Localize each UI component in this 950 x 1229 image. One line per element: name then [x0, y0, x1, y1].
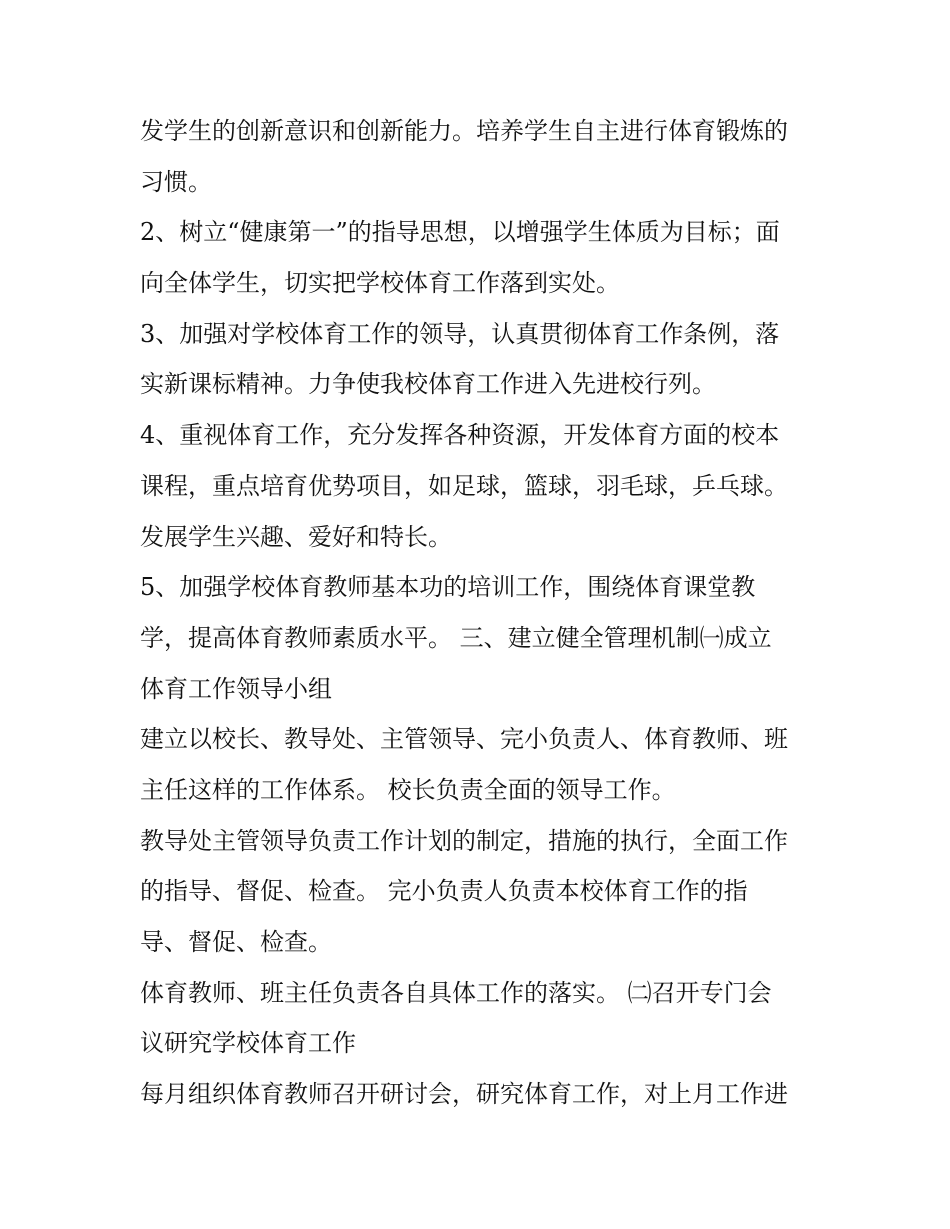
text-line: 发展学生兴趣、爱好和特长。	[140, 522, 452, 551]
text-line: 每月组织体育教师召开研讨会，研究体育工作，对上月工作进	[140, 1080, 788, 1109]
text-line: 发学生的创新意识和创新能力。培养学生自主进行体育锻炼的	[140, 117, 788, 145]
text-line: 建立以校长、教导处、主管领导、完小负责人、体育教师、班	[140, 725, 788, 754]
text-line: 4、重视体育工作，充分发挥各种资源，开发体育方面的校本	[140, 421, 780, 450]
text-line: 的指导、督促、检查。 完小负责人负责本校体育工作的指	[140, 877, 748, 906]
text-line: 5、加强学校体育教师基本功的培训工作，围绕体育课堂教	[140, 573, 756, 602]
document-body	[140, 106, 820, 1120]
section-heading-line: 体育工作领导小组	[140, 674, 332, 703]
text-line: 导、督促、检查。	[140, 928, 332, 956]
text-line: 习惯。	[140, 167, 212, 196]
text-line: 课程，重点培育优势项目，如足球，篮球，羽毛球，乒乓球。	[140, 471, 788, 500]
text-line: 实新课标精神。力争使我校体育工作进入先进校行列。	[140, 370, 716, 399]
section-heading-line: 议研究学校体育工作	[140, 1029, 356, 1058]
text-line: 主任这样的工作体系。 校长负责全面的领导工作。	[140, 775, 676, 804]
text-line: 学，提高体育教师素质水平。 三、建立健全管理机制㈠成立	[140, 623, 772, 652]
text-line: 体育教师、班主任负责各自具体工作的落实。 ㈡召开专门会	[140, 978, 772, 1007]
text-line: 向全体学生，切实把学校体育工作落到实处。	[140, 269, 620, 298]
text-line: 2、树立“健康第一”的指导思想，以增强学生体质为目标；面	[140, 218, 780, 247]
text-line: 3、加强对学校体育工作的领导，认真贯彻体育工作条例，落	[140, 319, 780, 348]
text-line: 教导处主管领导负责工作计划的制定，措施的执行，全面工作	[140, 826, 788, 855]
